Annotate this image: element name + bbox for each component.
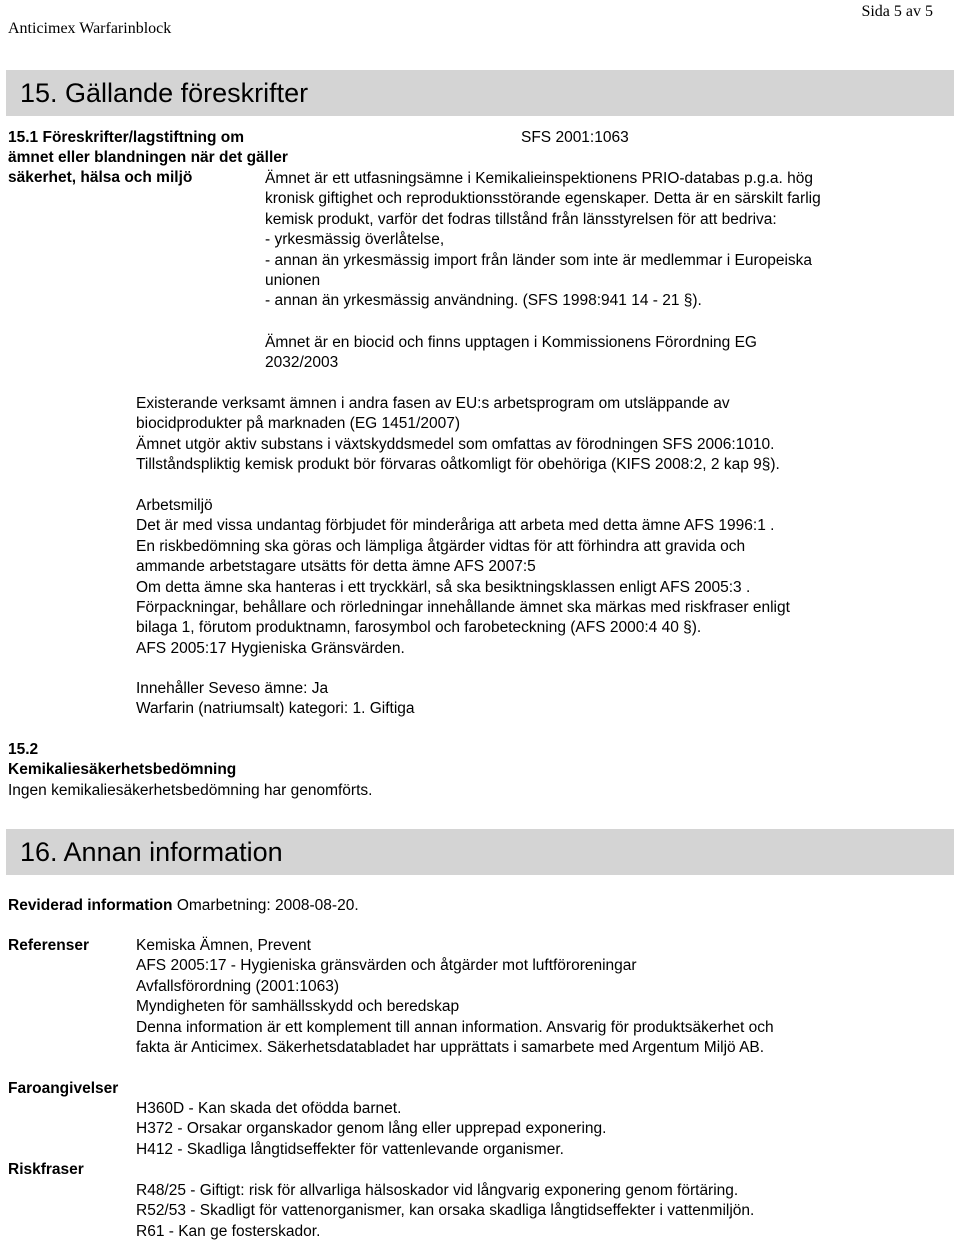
hazard-item: H412 - Skadliga långtidseffekter för vattenlevande organismer. xyxy=(136,1140,564,1158)
text-line: AFS 2005:17 Hygieniska Gränsvärden. xyxy=(136,639,405,657)
text-line: unionen xyxy=(265,272,321,290)
text-line: Innehåller Seveso ämne: Ja xyxy=(136,680,329,697)
hazard-item: H360D - Kan skada det ofödda barnet. xyxy=(136,1100,402,1117)
risk-item: R61 - Kan ge fosterskador. xyxy=(136,1222,321,1240)
text-line: kemisk produkt, varför det fodras tillstånd från länsstyrelsen för att bedriva: xyxy=(265,210,777,228)
subsection-15-2-title: Kemikaliesäkerhetsbedömning xyxy=(8,761,237,778)
revised-label: Reviderad information xyxy=(8,897,173,914)
references-label: Referenser xyxy=(8,937,89,954)
hazard-statements-label: Faroangivelser xyxy=(8,1080,119,1097)
text-line: Det är med vissa undantag förbjudet för minderåriga att arbeta med detta ämne AFS 1996:1 . xyxy=(136,517,775,535)
revised-value: Omarbetning: 2008-08-20. xyxy=(176,897,359,914)
text-line: Warfarin (natriumsalt) kategori: 1. Giftiga xyxy=(136,700,415,718)
text-line: biocidprodukter på marknaden (EG 1451/2007) xyxy=(136,415,460,433)
eu-program-paragraph xyxy=(136,394,780,476)
biocid-paragraph xyxy=(265,333,757,374)
reference-item: AFS 2005:17 - Hygieniska gränsvärden och åtgärder mot luftföroreningar xyxy=(136,957,637,975)
text-line: Tillståndspliktig kemisk produkt bör förvaras oåtkomligt för obehöriga (KIFS 2008:2, 2 kap 9§). xyxy=(136,456,780,474)
reference-item: fakta är Anticimex. Säkerhetsdatabladet har upprättats i samarbete med Argentum Miljö AB. xyxy=(136,1039,765,1057)
label-line: 15.1 Föreskrifter/lagstiftning om xyxy=(8,129,244,146)
section-15-heading: 15. Gällande föreskrifter xyxy=(20,78,309,108)
sfs-reference: SFS 2001:1063 xyxy=(521,129,629,146)
text-line: Existerande verksamt ämnen i andra fasen av EU:s arbetsprogram om utsläppande av xyxy=(136,395,730,412)
text-line: Ämnet utgör aktiv substans i växtskyddsmedel som omfattas av förodningen SFS 2006:1010. xyxy=(136,435,775,453)
reference-item: Myndigheten för samhällsskydd och beredskap xyxy=(136,998,460,1016)
subsection-15-2-text: Ingen kemikaliesäkerhetsbedömning har genomförts. xyxy=(8,782,373,799)
text-line: - annan än yrkesmässig användning. (SFS 1998:941 14 - 21 §). xyxy=(265,292,702,310)
subsection-15-1-label xyxy=(8,128,288,189)
revised-info xyxy=(8,896,359,916)
text-line: En riskbedömning ska göras och lämpliga åtgärder vidtas för att förhindra att gravida och xyxy=(136,537,746,555)
risk-item: R48/25 - Giftigt: risk för allvarliga hälsoskador vid långvarig exponering genom förtäring. xyxy=(136,1182,739,1199)
reference-item: Avfallsförordning (2001:1063) xyxy=(136,977,340,995)
reference-item: Denna information är ett komplement till annan information. Ansvarig för produktsäkerhet och xyxy=(136,1018,774,1036)
text-line: kronisk giftighet och reproduktionsstörande egenskaper. Detta är en särskilt farlig xyxy=(265,190,821,208)
text-line: Arbetsmiljö xyxy=(136,497,213,514)
text-line: - yrkesmässig överlåtelse, xyxy=(265,231,445,249)
risk-phrases-list xyxy=(136,1181,754,1242)
risk-item: R52/53 - Skadligt för vattenorganismer, kan orsaka skadliga långtidseffekter i vattenmiljön. xyxy=(136,1202,755,1220)
references-list xyxy=(136,936,774,1058)
reference-item: Kemiska Ämnen, Prevent xyxy=(136,937,311,954)
section-15-heading-bar xyxy=(6,70,954,116)
text-line: bilaga 1, förutom produktnamn, farosymbol och farobeteckning (AFS 2000:4 40 §). xyxy=(136,619,702,637)
text-line: - annan än yrkesmässig import från länder som inte är medlemmar i Europeiska xyxy=(265,251,813,269)
text-line: Förpackningar, behållare och rörledningar innehållande ämnet ska märkas med riskfraser enligt xyxy=(136,599,790,617)
label-line: ämnet eller blandningen när det gäller xyxy=(8,149,288,167)
page-number: Sida 5 av 5 xyxy=(861,3,933,20)
subsection-15-2-number: 15.2 xyxy=(8,741,39,758)
text-line: Om detta ämne ska hanteras i ett tryckkärl, så ska besiktningsklassen enligt AFS 2005:3 . xyxy=(136,578,751,596)
prio-paragraph xyxy=(265,169,821,312)
hazard-statements-list xyxy=(136,1099,606,1160)
text-line: ammande arbetstagare utsätts för detta ämne AFS 2007:5 xyxy=(136,558,536,576)
text-line: 2032/2003 xyxy=(265,354,339,372)
text-line: Ämnet är en biocid och finns upptagen i Kommissionens Förordning EG xyxy=(265,334,757,351)
risk-phrases-label: Riskfraser xyxy=(8,1161,84,1178)
section-16-heading: 16. Annan information xyxy=(20,837,283,867)
hazard-item: H372 - Orsakar organskador genom lång eller upprepad exponering. xyxy=(136,1120,607,1138)
seveso-paragraph xyxy=(136,679,415,720)
document-title: Anticimex Warfarinblock xyxy=(8,20,172,37)
section-16-heading-bar xyxy=(6,829,954,875)
text-line: Ämnet är ett utfasningsämne i Kemikalieinspektionens PRIO-databas p.g.a. hög xyxy=(265,170,813,187)
label-line: säkerhet, hälsa och miljö xyxy=(8,169,193,187)
work-environment-paragraph xyxy=(136,496,790,659)
